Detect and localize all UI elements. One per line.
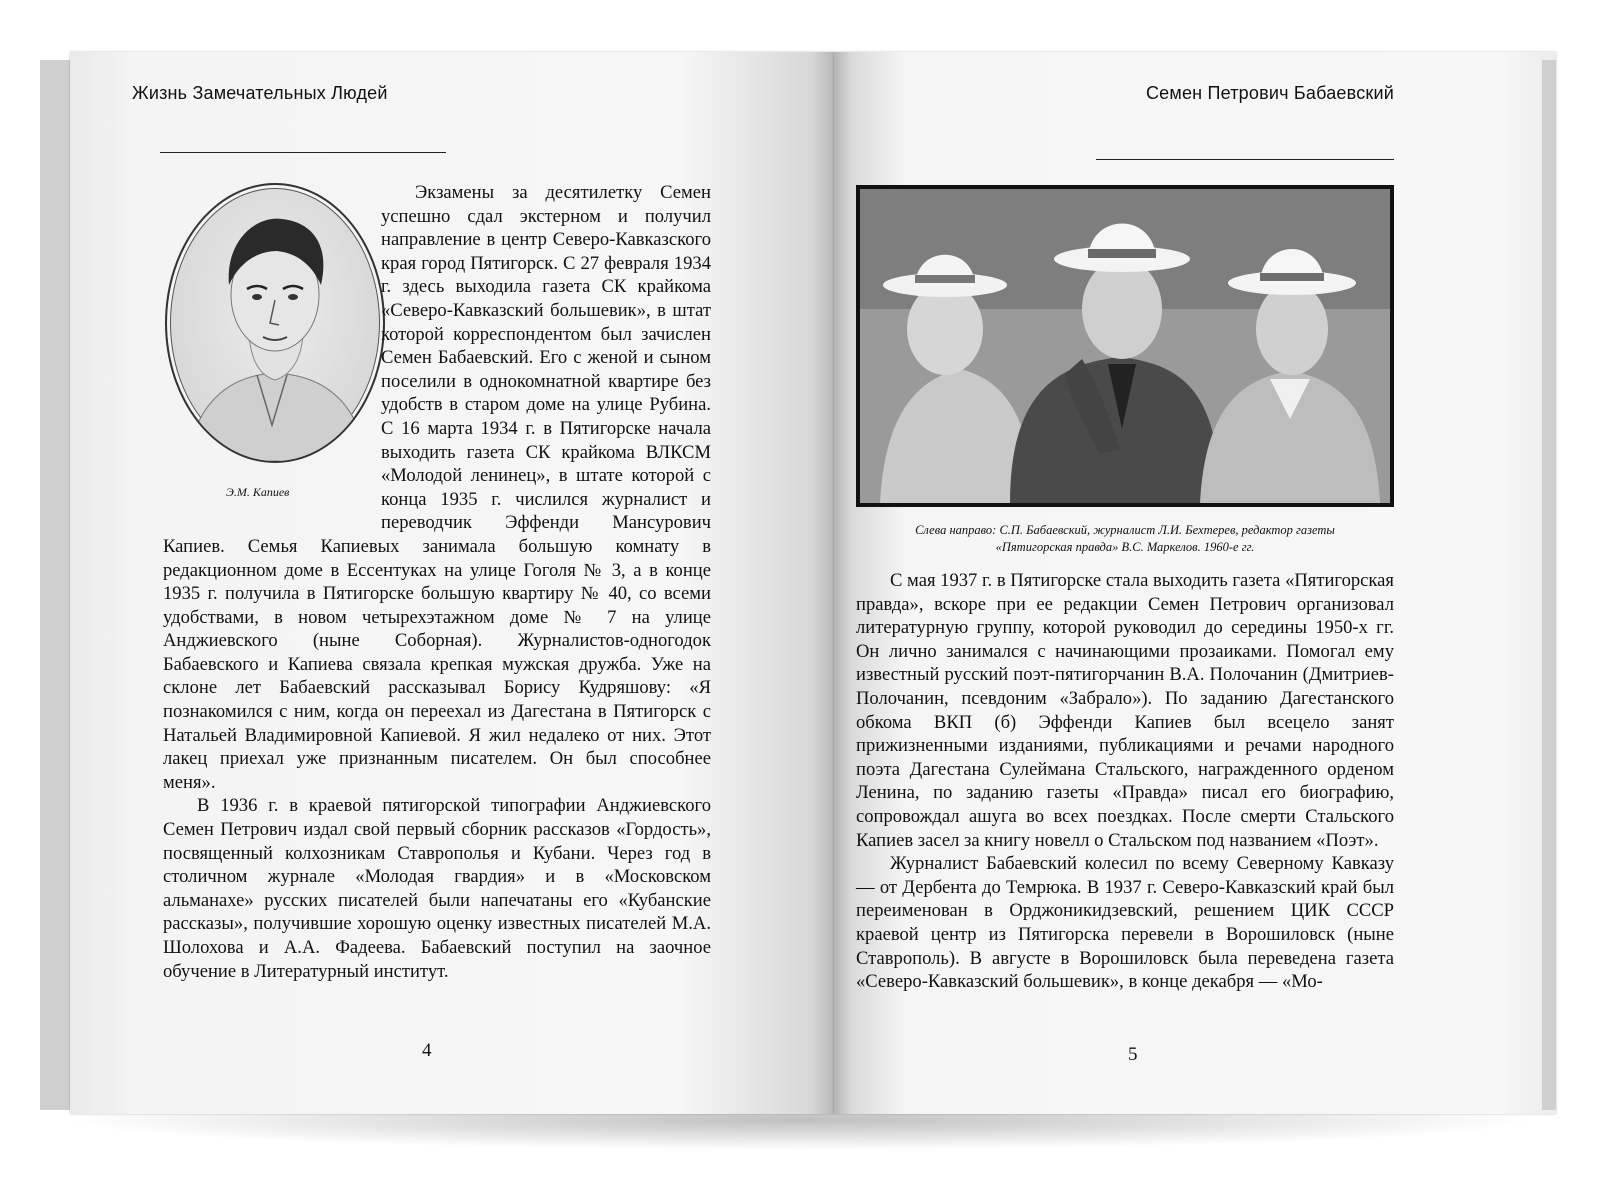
group-photo xyxy=(856,185,1394,507)
photo-caption-line-2: «Пятигорская правда» В.С. Маркелов. 1960-е гг. xyxy=(995,540,1255,554)
page-stack-right xyxy=(1542,60,1556,1110)
left-page-number: 4 xyxy=(422,1040,432,1061)
right-running-header: Семен Петрович Бабаевский xyxy=(1145,83,1394,103)
right-paragraph-1: С мая 1937 г. в Пятигорске стала выходить газета «Пятигорская правда», вскоре при ее редакции Семен Петрович организовал литературную группу, которой руководил до середины 1950-х гг. Он лично занимался с начинающими прозаиками. Помогал ему известный русский поэт-пятигорчанин В.А. Полочанин (Дмитриев-Полочанин, псевдоним «Забрало»). По заданию Дагестанского обкома ВКП (б) Эффенди Капиев был всецело занят прижизненными изданиями, публикациями и речами народного поэта Дагестана Сулеймана Стальского, награжденного орденом Ленина, по заданию газеты «Правда» писал его биографию, сопровождал ашуга во всех поездках. После смерти Стальского Капиев засел за книгу новелл о Стальском под названием «Поэт». xyxy=(856,570,1394,851)
left-paragraph-1: Экзамены за десятилетку Семен успешно сдал экстерном и получил направление в центр Северо-Кавказского края город Пятигорск. С 27 февраля 1934 г. здесь выходила газета СК крайкома «Северо-Кавказский большевик», в штат которой корреспондентом был зачислен Семен Бабаевский. Его с женой и сыном поселили в однокомнатной квартире без удобств в старом доме на улице Рубина. С 16 марта 1934 г. в Пятигорске начала выходить газета СК крайкома ВЛКСМ «Молодой ленинец», в штате которой с конца 1935 г. числился журналист и переводчик Эффенди Мансурович Капиев. Семья Капиевых занимала большую комнату в редакционном доме в Ессентуках на улице Гоголя № 3, а в конце 1935 г. получила в Пятигорске большую квартиру № 40, со всеми удобствами, в новом четырехэтажном доме № 7 на улице Анджиевского (ныне Соборная). Журналистов-одногодок Бабаевского и Капиева связала крепкая мужская дружба. Уже на склоне лет Бабаевский рассказывал Борису Кудряшову: «Я познакомился с ним, когда он переехал из Дагестана в Пятигорск с Натальей Владимировной Капиевой. Я жил недалеко от них. Этот лакец приехал уже признанным писателем. Он был способнее меня». xyxy=(163,182,711,793)
page-stack-left xyxy=(40,60,72,1110)
photo-caption-line-1: Слева направо: С.П. Бабаевский, журналист Л.И. Бехтерев, редактор газеты xyxy=(915,523,1335,537)
photo-caption xyxy=(856,522,1394,556)
left-paragraph-2: В 1936 г. в краевой пятигорской типографии Анджиевского Семен Петрович издал свой первый сборник рассказов «Гордость», посвященный колхозникам Ставрополья и Кубани. Через год в столичном журнале «Молодая гвардия» и в «Московском альманахе» русских писателей были напечатаны его «Кубанские рассказы», получившие хорошую оценку известных писателей М.А. Шолохова и А.А. Фадеева. Бабаевский поступил на заочное обучение в Литературный институт. xyxy=(163,795,711,982)
right-page-number: 5 xyxy=(1128,1044,1138,1065)
left-running-header: Жизнь Замечательных Людей xyxy=(132,83,388,103)
portrait-caption: Э.М. Капиев xyxy=(226,485,290,499)
left-page-text xyxy=(163,181,711,983)
photo-scene xyxy=(860,189,1390,503)
right-page-text xyxy=(856,569,1394,994)
left-header-rule xyxy=(160,152,446,153)
right-paragraph-2: Журналист Бабаевский колесил по всему Северному Кавказу — от Дербента до Темрюка. В 1937 г. Северо-Кавказский край был переименован в Орджоникидзевский, решением ЦИК СССР краевой центр из Пятигорска перевели в Ворошиловск (ныне Ставрополь). В августе в Ворошиловск была переведена газета «Северо-Кавказский большевик», в конце декабря — «Мо- xyxy=(856,853,1394,993)
portrait-wrap-space xyxy=(163,181,381,514)
right-header-rule xyxy=(1096,159,1394,160)
